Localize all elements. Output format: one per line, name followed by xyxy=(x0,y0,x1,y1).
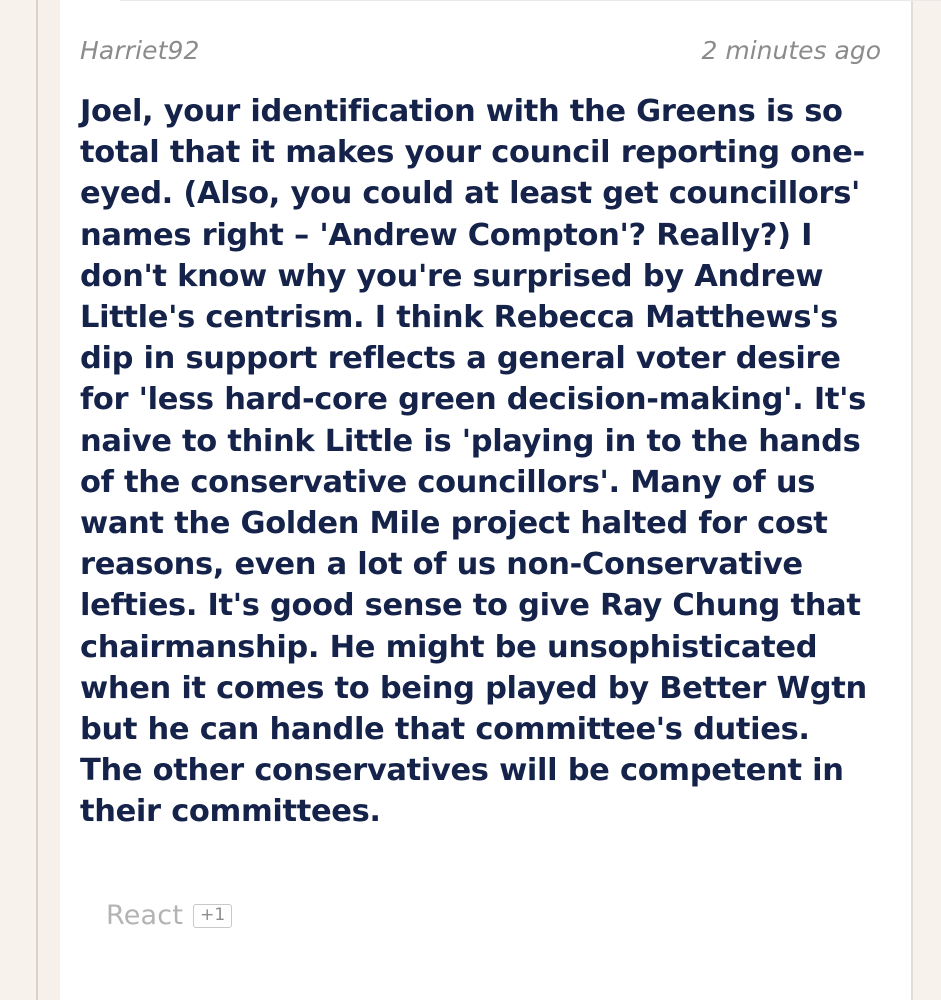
right-margin-divider xyxy=(911,0,913,1000)
react-count-badge[interactable]: +1 xyxy=(193,904,232,928)
comment-timestamp: 2 minutes ago xyxy=(701,36,881,65)
comment-card xyxy=(60,0,911,1000)
left-margin-strip xyxy=(0,0,36,1000)
comment-header xyxy=(80,36,883,65)
left-margin-divider xyxy=(36,0,38,1000)
comment-actions xyxy=(106,900,232,931)
react-button[interactable]: React xyxy=(106,900,184,931)
comment-author[interactable]: Harriet92 xyxy=(80,36,200,65)
right-margin-strip xyxy=(913,0,941,1000)
comment-content xyxy=(60,0,911,833)
comment-body-text: Joel, your identification with the Greens is so total that it makes your council reporting one-eyed. (Also, you could at least get councillors' names right – 'Andrew Compton'? Really?) I don't know why you're surprised by Andrew Little's centrism. I think Rebecca Matthews's dip in support reflects a general voter desire for 'less hard-core green decision-making'. It's naive to think Little is 'playing in to the hands of the conservative councillors'. Many of us want the Golden Mile project halted for cost reasons, even a lot of us non-Conservative lefties. It's good sense to give Ray Chung that chairmanship. He might be unsophisticated when it comes to being played by Better Wgtn but he can handle that committee's duties. The other conservatives will be competent in their committees. xyxy=(80,94,867,830)
